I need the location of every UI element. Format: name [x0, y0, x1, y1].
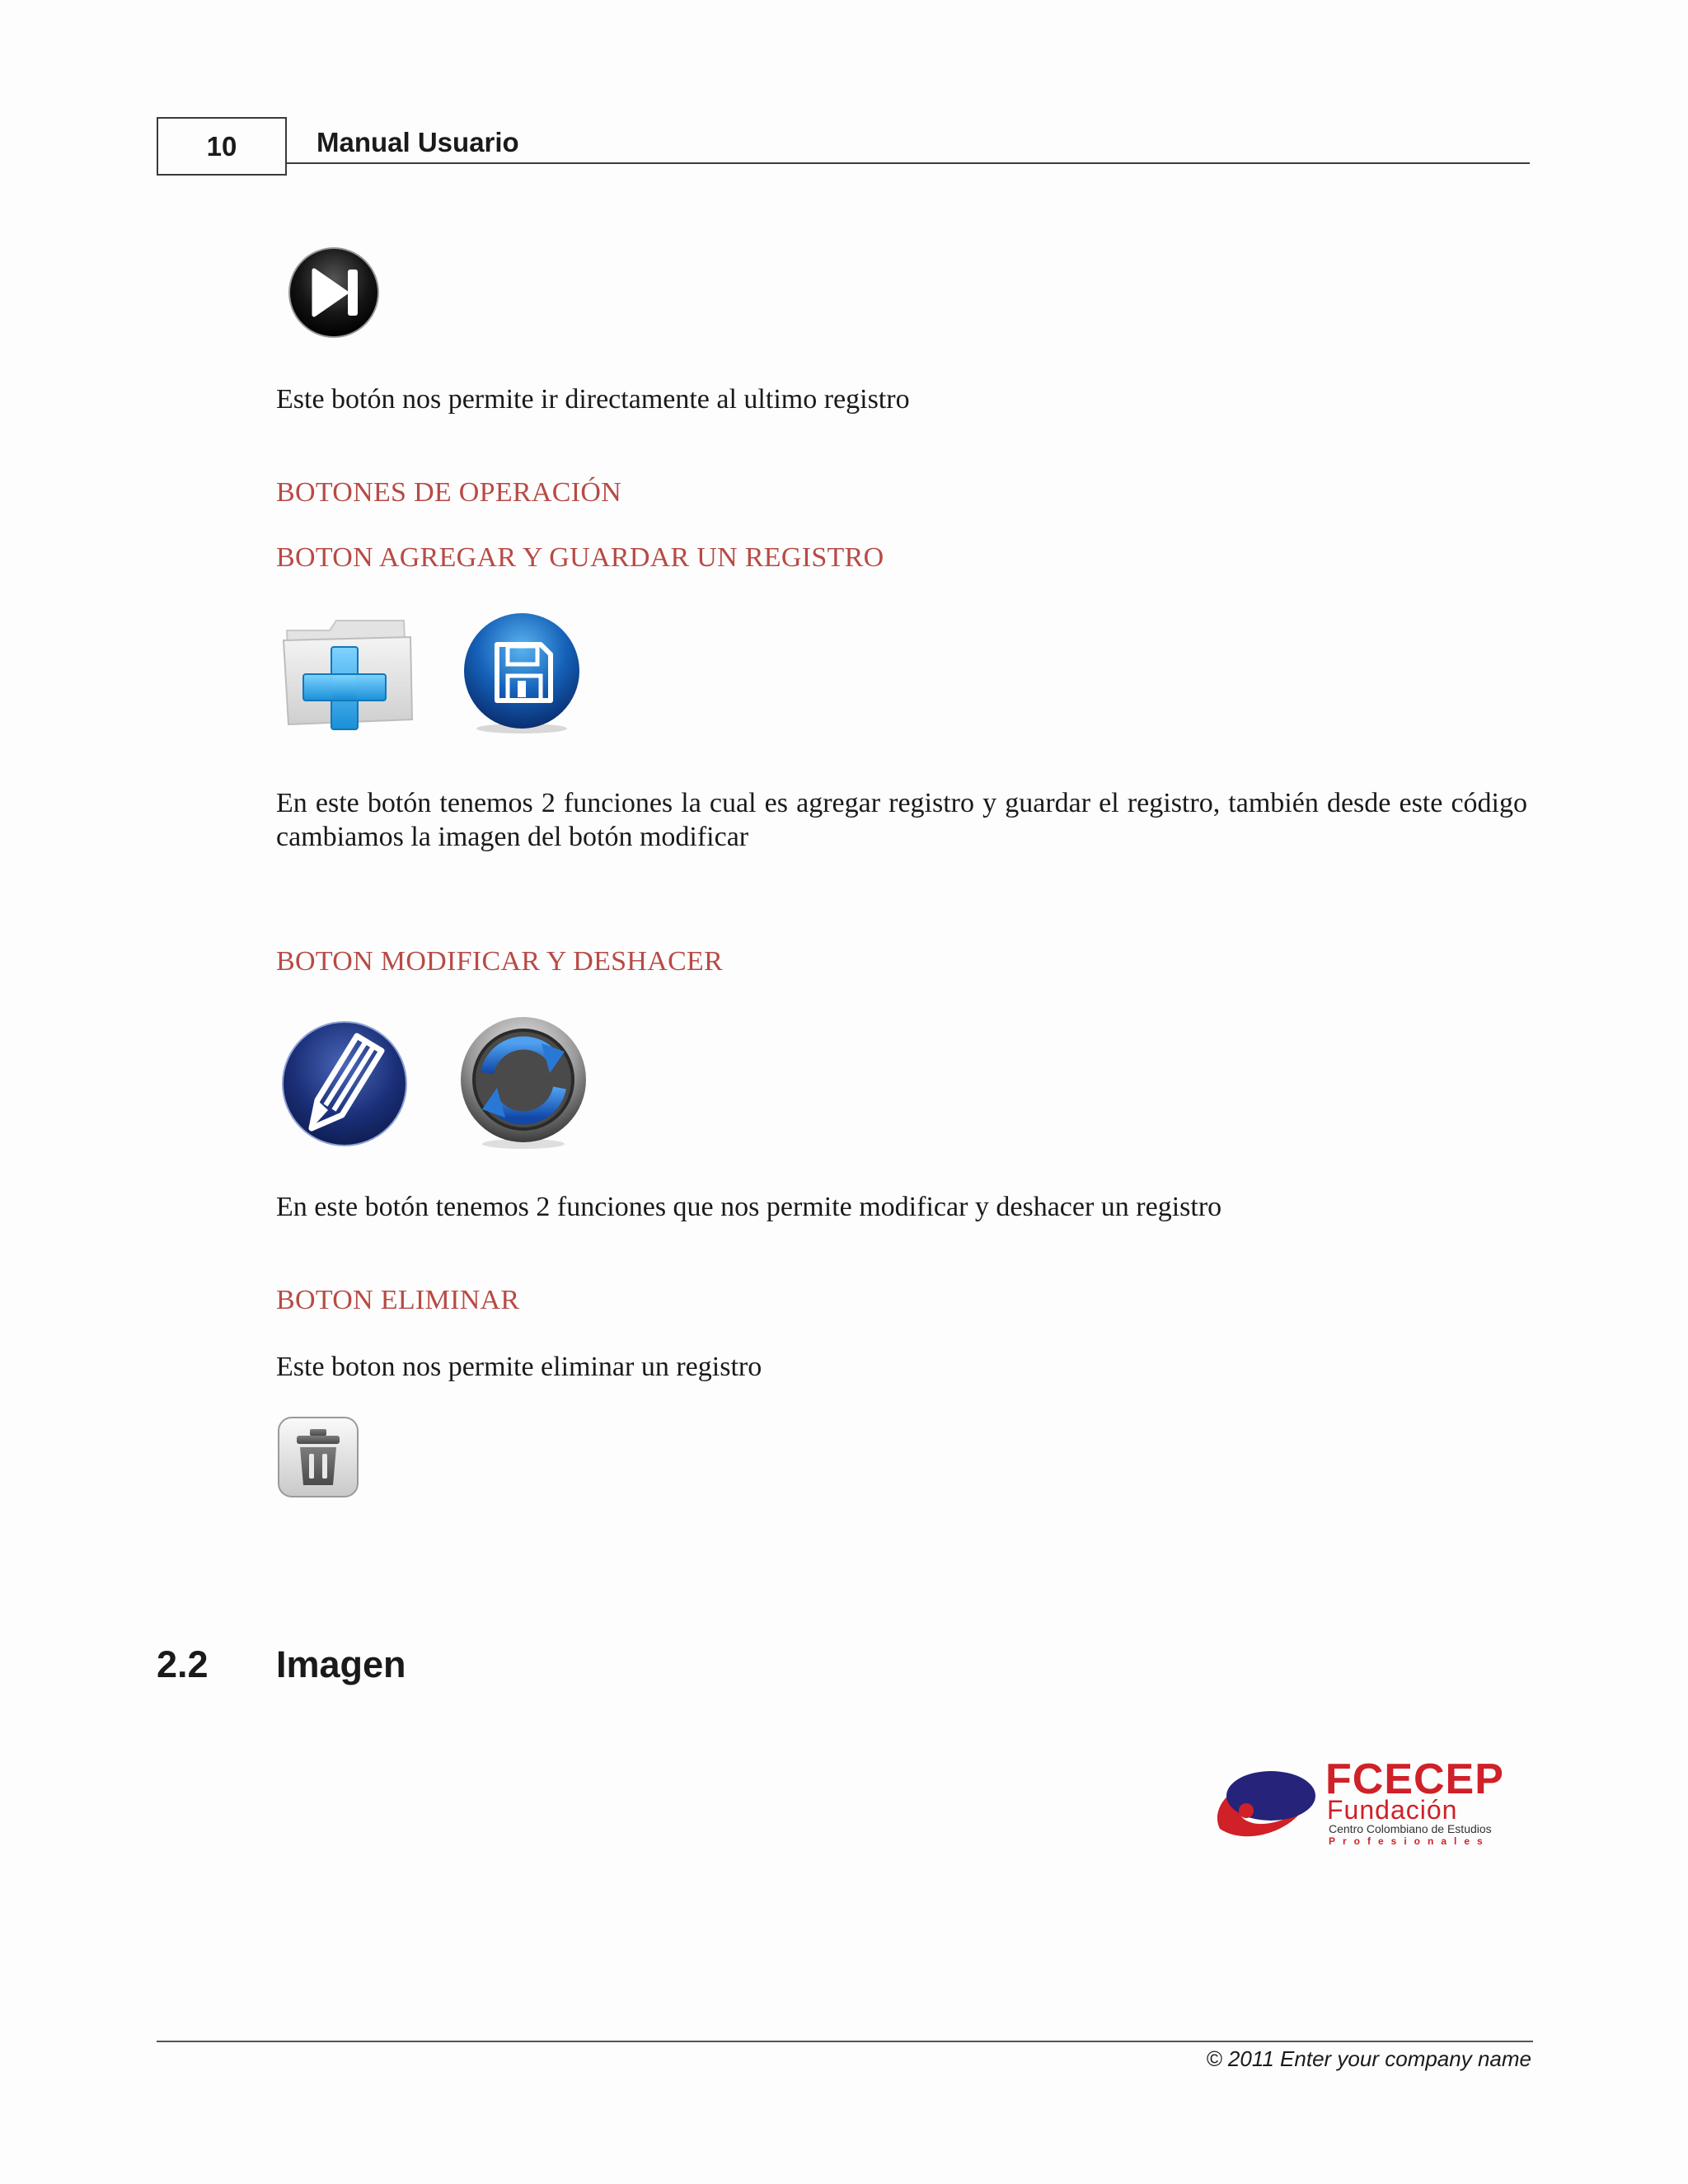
last-record-description: Este botón nos permite ir directamente al ultimo registro: [276, 384, 910, 415]
section-number: 2.2: [157, 1643, 209, 1685]
logo-line2: Centro Colombiano de Estudios: [1329, 1822, 1492, 1835]
add-save-description: En este botón tenemos 2 funciones la cual es agregar registro y guardar el registro, también desde este código cambiamos la imagen del botón modificar: [276, 788, 1527, 852]
section-title: Imagen: [276, 1643, 406, 1685]
skip-to-end-icon[interactable]: [287, 246, 381, 340]
delete-heading: BOTON ELIMINAR: [276, 1285, 520, 1315]
refresh-undo-icon[interactable]: [457, 1015, 589, 1151]
page-number: 10: [157, 117, 287, 176]
footer-copyright: © 2011 Enter your company name: [1206, 2046, 1531, 2071]
header-divider: [287, 162, 1530, 164]
add-save-heading: BOTON AGREGAR Y GUARDAR UN REGISTRO: [276, 542, 884, 573]
save-disk-icon[interactable]: [460, 612, 584, 735]
add-folder-icon[interactable]: [280, 614, 416, 733]
delete-description: Este boton nos permite eliminar un registro: [276, 1352, 762, 1382]
modify-undo-description: En este botón tenemos 2 funciones que nos permite modificar y deshacer un registro: [276, 1192, 1222, 1222]
logo-line3: Profesionales: [1329, 1835, 1490, 1847]
modify-undo-heading: BOTON MODIFICAR Y DESHACER: [276, 946, 724, 977]
document-title: Manual Usuario: [316, 127, 519, 157]
trash-icon[interactable]: [277, 1416, 359, 1498]
operation-buttons-heading: BOTONES DE OPERACIÓN: [276, 477, 622, 508]
logo-line1: Fundación: [1327, 1795, 1458, 1825]
footer-divider: [157, 2041, 1533, 2042]
fcecep-logo: [1212, 1755, 1508, 1847]
edit-pencil-icon[interactable]: [279, 1019, 410, 1151]
logo-name: FCECEP: [1325, 1755, 1504, 1803]
